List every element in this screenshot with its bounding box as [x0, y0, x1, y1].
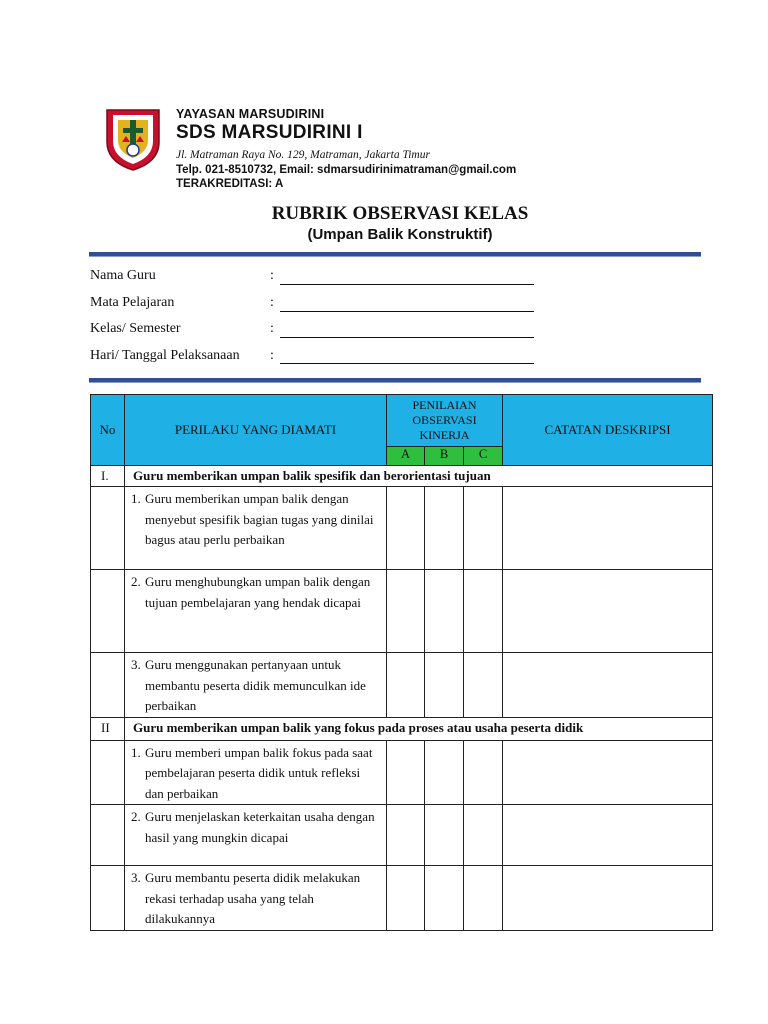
- score-cell-b[interactable]: [425, 653, 464, 718]
- score-cell-b[interactable]: [425, 740, 464, 805]
- table-row: [91, 866, 713, 931]
- behavior-item: 1. Guru memberikan umpan balik dengan menyebut spesifik bagian tugas yang dinilai bagus atau perlu perbaikan: [125, 487, 387, 570]
- behavior-item: 2. Guru menjelaskan keterkaitan usaha dengan hasil yang mungkin dicapai: [125, 805, 387, 866]
- table-row: [91, 740, 713, 805]
- table-row: [91, 570, 713, 653]
- notes-cell[interactable]: [503, 805, 713, 866]
- section-number: I.: [91, 466, 125, 487]
- score-cell-b[interactable]: [425, 866, 464, 931]
- header-notes: CATATAN DESKRIPSI: [503, 395, 713, 466]
- score-cell-c[interactable]: [464, 805, 503, 866]
- score-cell-c[interactable]: [464, 653, 503, 718]
- table-row: [91, 805, 713, 866]
- foundation-name: YAYASAN MARSUDIRINI: [176, 107, 325, 121]
- notes-cell[interactable]: [503, 487, 713, 570]
- score-cell-c[interactable]: [464, 570, 503, 653]
- field-input-nama-guru[interactable]: [280, 284, 534, 285]
- notes-cell[interactable]: [503, 570, 713, 653]
- section-row: [91, 466, 713, 487]
- field-colon: :: [270, 295, 274, 310]
- field-input-mata-pelajaran[interactable]: [280, 311, 534, 312]
- score-cell-a[interactable]: [387, 487, 425, 570]
- section-title: Guru memberikan umpan balik yang fokus pada proses atau usaha peserta didik: [125, 717, 713, 740]
- header-behavior: PERILAKU YANG DIAMATI: [125, 395, 387, 466]
- field-label-nama-guru: Nama Guru: [90, 268, 156, 283]
- header-score-c: C: [464, 447, 503, 466]
- score-cell-a[interactable]: [387, 570, 425, 653]
- score-cell-b[interactable]: [425, 487, 464, 570]
- header-score-a: A: [387, 447, 425, 466]
- behavior-item: 3. Guru membantu peserta didik melakukan rekasi terhadap usaha yang telah dilakukannya: [125, 866, 387, 931]
- section-row: [91, 717, 713, 740]
- score-cell-a[interactable]: [387, 740, 425, 805]
- field-label-mata-pelajaran: Mata Pelajaran: [90, 295, 175, 310]
- score-cell-c[interactable]: [464, 740, 503, 805]
- field-label-kelas-semester: Kelas/ Semester: [90, 321, 181, 336]
- notes-cell[interactable]: [503, 740, 713, 805]
- rubric-table: [90, 394, 713, 931]
- score-cell-b[interactable]: [425, 570, 464, 653]
- page-subtitle: (Umpan Balik Konstruktif): [307, 226, 493, 243]
- table-row: [91, 653, 713, 718]
- score-cell-a[interactable]: [387, 805, 425, 866]
- behavior-item: 1. Guru memberi umpan balik fokus pada saat pembelajaran peserta didik untuk refleksi dan perbaikan: [125, 740, 387, 805]
- divider-bottom: [89, 378, 701, 383]
- field-colon: :: [270, 348, 274, 363]
- school-address: Jl. Matraman Raya No. 129, Matraman, Jakarta Timur: [176, 149, 430, 161]
- notes-cell[interactable]: [503, 866, 713, 931]
- field-label-hari-tanggal: Hari/ Tanggal Pelaksanaan: [90, 348, 240, 363]
- field-colon: :: [270, 321, 274, 336]
- behavior-item: 3. Guru menggunakan pertanyaan untuk membantu peserta didik memunculkan ide perbaikan: [125, 653, 387, 718]
- school-crest-icon: [104, 106, 162, 172]
- score-cell-a[interactable]: [387, 653, 425, 718]
- behavior-item: 2. Guru menghubungkan umpan balik dengan tujuan pembelajaran yang hendak dicapai: [125, 570, 387, 653]
- score-cell-c[interactable]: [464, 866, 503, 931]
- table-row: [91, 487, 713, 570]
- score-cell-a[interactable]: [387, 866, 425, 931]
- divider-top: [89, 252, 701, 257]
- header-score-b: B: [425, 447, 464, 466]
- header-assessment: PENILAIAN OBSERVASI KINERJA: [387, 395, 503, 447]
- page-title: RUBRIK OBSERVASI KELAS: [271, 203, 529, 224]
- section-title: Guru memberikan umpan balik spesifik dan berorientasi tujuan: [125, 466, 713, 487]
- field-colon: :: [270, 268, 274, 283]
- section-number: II: [91, 717, 125, 740]
- school-name: SDS MARSUDIRINI I: [176, 122, 363, 143]
- notes-cell[interactable]: [503, 653, 713, 718]
- score-cell-c[interactable]: [464, 487, 503, 570]
- field-input-kelas-semester[interactable]: [280, 337, 534, 338]
- field-input-hari-tanggal[interactable]: [280, 363, 534, 364]
- school-contact: Telp. 021-8510732, Email: sdmarsudirinimatraman@gmail.com: [176, 164, 517, 176]
- header-no: No: [91, 395, 125, 466]
- accreditation: TERAKREDITASI: A: [176, 178, 284, 190]
- score-cell-b[interactable]: [425, 805, 464, 866]
